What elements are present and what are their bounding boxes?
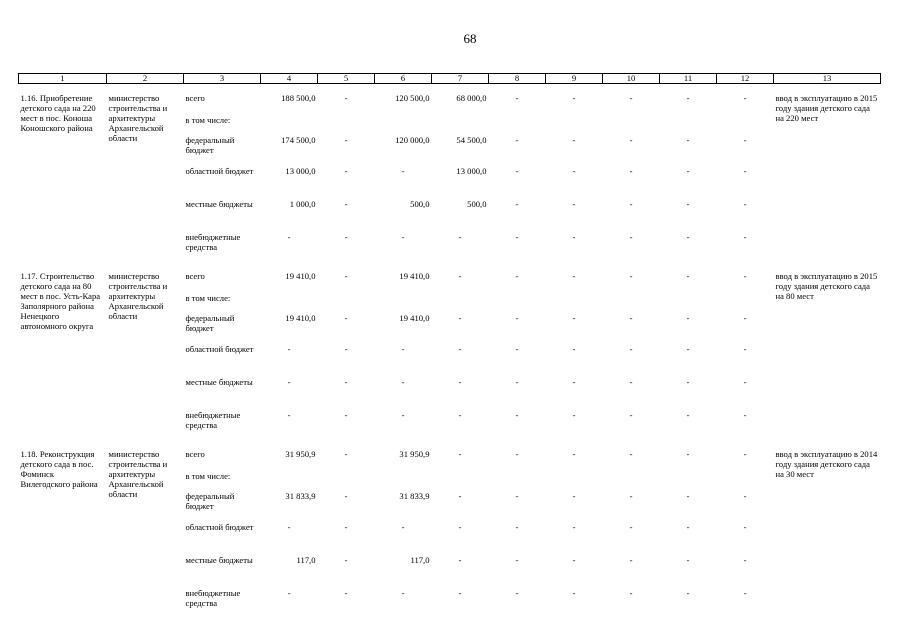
funding-source: в том числе:	[185, 293, 231, 303]
amount-cell: -	[629, 491, 633, 501]
amount-cell: -	[743, 522, 747, 532]
amount-cell: 19 410,0	[399, 271, 430, 281]
table-row	[19, 93, 881, 115]
amount-cell: -	[629, 93, 633, 103]
amount-cell	[318, 293, 375, 313]
amount-cell: -	[458, 313, 462, 323]
amount-cell: -	[743, 491, 747, 501]
amount-cell: -	[515, 93, 519, 103]
amount-cell: -	[458, 377, 462, 387]
amount-cell: -	[515, 522, 519, 532]
amount-cell: -	[401, 166, 405, 176]
amount-cell: -	[515, 271, 519, 281]
amount-cell: 31 833,9	[399, 491, 430, 501]
page-number: 68	[463, 31, 477, 46]
amount-cell: -	[344, 271, 348, 281]
column-header: 1	[19, 74, 107, 84]
amount-cell: -	[743, 271, 747, 281]
amount-cell: -	[572, 588, 576, 598]
amount-cell	[717, 293, 774, 313]
amount-cell: -	[344, 449, 348, 459]
amount-cell: -	[458, 271, 462, 281]
executor: министерство строительства и архитектуры Архангельской области	[108, 93, 168, 143]
amount-cell: -	[743, 344, 747, 354]
amount-cell: -	[743, 588, 747, 598]
amount-cell: -	[458, 410, 462, 420]
amount-cell: 174 500,0	[281, 135, 316, 145]
amount-cell: -	[458, 232, 462, 242]
amount-cell	[261, 293, 318, 313]
column-header: 5	[318, 74, 375, 84]
amount-cell	[489, 471, 546, 491]
amount-cell: -	[743, 199, 747, 209]
amount-cell: 188 500,0	[281, 93, 316, 103]
amount-cell: -	[572, 232, 576, 242]
amount-cell: -	[458, 522, 462, 532]
amount-cell: -	[287, 522, 291, 532]
amount-cell: -	[743, 166, 747, 176]
amount-cell: -	[287, 232, 291, 242]
column-header: 9	[546, 74, 603, 84]
amount-cell: -	[572, 449, 576, 459]
amount-cell: 500,0	[467, 199, 487, 209]
funding-source: областной бюджет	[185, 166, 254, 176]
amount-cell: -	[572, 93, 576, 103]
amount-cell: -	[515, 344, 519, 354]
amount-cell: -	[458, 344, 462, 354]
project-name: 1.17. Строительство детского сада на 80 мест в пос. Усть-Кара Заполярного района Ненецкого автономного округа	[20, 271, 101, 331]
amount-cell	[717, 115, 774, 135]
amount-cell: -	[344, 491, 348, 501]
row-spacer	[19, 440, 881, 449]
amount-cell: -	[743, 135, 747, 145]
column-header: 4	[261, 74, 318, 84]
column-header: 2	[107, 74, 184, 84]
column-header: 7	[432, 74, 489, 84]
column-header: 6	[375, 74, 432, 84]
column-header: 13	[774, 74, 881, 84]
amount-cell: -	[458, 449, 462, 459]
amount-cell	[546, 115, 603, 135]
expected-result: ввод в эксплуатацию в 2014 году здания детского сада на 30 мест	[775, 449, 878, 479]
amount-cell: -	[629, 449, 633, 459]
amount-cell: -	[287, 410, 291, 420]
funding-source: в том числе:	[185, 115, 231, 125]
amount-cell: -	[401, 588, 405, 598]
amount-cell	[603, 293, 660, 313]
amount-cell: -	[515, 410, 519, 420]
executor: министерство строительства и архитектуры Архангельской области	[108, 449, 168, 499]
row-spacer	[19, 262, 881, 271]
funding-source: всего	[185, 271, 205, 281]
amount-cell: -	[629, 344, 633, 354]
amount-cell: -	[629, 199, 633, 209]
amount-cell: -	[401, 344, 405, 354]
amount-cell: -	[629, 555, 633, 565]
row-spacer	[19, 84, 881, 94]
amount-cell: -	[458, 491, 462, 501]
amount-cell: -	[629, 377, 633, 387]
amount-cell: -	[743, 232, 747, 242]
amount-cell: -	[743, 313, 747, 323]
funding-source: в том числе:	[185, 471, 231, 481]
amount-cell: -	[572, 344, 576, 354]
amount-cell	[660, 293, 717, 313]
amount-cell: -	[287, 344, 291, 354]
funding-source: внебюджетные средства	[185, 588, 241, 608]
amount-cell: -	[572, 135, 576, 145]
amount-cell: -	[629, 135, 633, 145]
amount-cell: 31 950,9	[399, 449, 430, 459]
program-table	[18, 73, 881, 618]
amount-cell: 117,0	[410, 555, 430, 565]
column-header: 10	[603, 74, 660, 84]
amount-cell	[546, 293, 603, 313]
amount-cell: -	[515, 555, 519, 565]
amount-cell: -	[686, 93, 690, 103]
funding-source: местные бюджеты	[185, 377, 253, 387]
amount-cell: -	[686, 135, 690, 145]
amount-cell: -	[572, 522, 576, 532]
column-header: 8	[489, 74, 546, 84]
amount-cell: -	[515, 377, 519, 387]
amount-cell: 120 000,0	[395, 135, 430, 145]
amount-cell: -	[572, 313, 576, 323]
amount-cell: -	[629, 588, 633, 598]
project-name: 1.18. Реконструкция детского сада в пос. Фоминск Вилегодского района	[20, 449, 98, 489]
amount-cell: 54 500,0	[456, 135, 487, 145]
amount-cell: 31 833,9	[285, 491, 316, 501]
executor: министерство строительства и архитектуры Архангельской области	[108, 271, 168, 321]
amount-cell: -	[344, 522, 348, 532]
amount-cell: -	[686, 410, 690, 420]
amount-cell: -	[344, 555, 348, 565]
amount-cell	[603, 471, 660, 491]
amount-cell: -	[686, 491, 690, 501]
funding-source: внебюджетные средства	[185, 410, 241, 430]
amount-cell: -	[686, 166, 690, 176]
amount-cell: -	[515, 491, 519, 501]
amount-cell: -	[287, 588, 291, 598]
funding-source: внебюджетные средства	[185, 232, 241, 252]
amount-cell	[489, 293, 546, 313]
expected-result: ввод в эксплуатацию в 2015 году здания детского сада на 80 мест	[775, 271, 878, 301]
amount-cell: -	[515, 313, 519, 323]
amount-cell: -	[686, 555, 690, 565]
amount-cell: -	[401, 377, 405, 387]
amount-cell: -	[629, 232, 633, 242]
amount-cell: 19 410,0	[285, 313, 316, 323]
amount-cell: -	[629, 271, 633, 281]
amount-cell	[432, 471, 489, 491]
amount-cell: -	[344, 93, 348, 103]
amount-cell: 19 410,0	[285, 271, 316, 281]
amount-cell: -	[515, 232, 519, 242]
amount-cell: -	[629, 522, 633, 532]
amount-cell: 500,0	[410, 199, 430, 209]
amount-cell: -	[629, 166, 633, 176]
table-row	[19, 449, 881, 471]
amount-cell: -	[686, 588, 690, 598]
amount-cell: -	[686, 271, 690, 281]
amount-cell	[375, 471, 432, 491]
amount-cell: -	[686, 344, 690, 354]
amount-cell: -	[344, 232, 348, 242]
amount-cell: 13 000,0	[285, 166, 316, 176]
project-name: 1.16. Приобретение детского сада на 220 мест в пос. Коноша Коношского района	[20, 93, 96, 133]
amount-cell	[375, 115, 432, 135]
expected-result: ввод в эксплуатацию в 2015 году здания детского сада на 220 мест	[775, 93, 878, 123]
funding-source: областной бюджет	[185, 522, 254, 532]
funding-source: всего	[185, 449, 205, 459]
amount-cell: 1 000,0	[289, 199, 316, 209]
amount-cell	[432, 115, 489, 135]
column-header: 11	[660, 74, 717, 84]
amount-cell	[375, 293, 432, 313]
amount-cell: -	[344, 344, 348, 354]
amount-cell	[603, 115, 660, 135]
amount-cell	[318, 471, 375, 491]
amount-cell: -	[344, 313, 348, 323]
amount-cell: -	[572, 410, 576, 420]
amount-cell: 120 500,0	[395, 93, 430, 103]
amount-cell: -	[686, 199, 690, 209]
amount-cell	[489, 115, 546, 135]
amount-cell: -	[515, 588, 519, 598]
funding-source: федеральный бюджет	[185, 313, 235, 333]
amount-cell: -	[515, 199, 519, 209]
amount-cell: -	[401, 410, 405, 420]
amount-cell: -	[572, 555, 576, 565]
amount-cell: -	[572, 271, 576, 281]
amount-cell	[261, 115, 318, 135]
amount-cell: -	[344, 135, 348, 145]
amount-cell: -	[743, 555, 747, 565]
amount-cell: -	[629, 410, 633, 420]
column-header-row	[19, 74, 881, 84]
amount-cell: 31 950,9	[285, 449, 316, 459]
amount-cell: -	[344, 199, 348, 209]
funding-source: местные бюджеты	[185, 555, 253, 565]
amount-cell: -	[629, 313, 633, 323]
amount-cell: -	[344, 410, 348, 420]
amount-cell: -	[515, 449, 519, 459]
amount-cell: -	[686, 232, 690, 242]
amount-cell: -	[686, 313, 690, 323]
amount-cell: 117,0	[296, 555, 316, 565]
amount-cell: -	[743, 449, 747, 459]
amount-cell: -	[686, 449, 690, 459]
amount-cell	[717, 471, 774, 491]
funding-source: всего	[185, 93, 205, 103]
amount-cell: 19 410,0	[399, 313, 430, 323]
program-table-body	[19, 84, 881, 619]
amount-cell	[546, 471, 603, 491]
amount-cell: -	[572, 377, 576, 387]
funding-source: федеральный бюджет	[185, 491, 235, 511]
amount-cell: -	[344, 588, 348, 598]
column-header: 3	[184, 74, 261, 84]
funding-source: федеральный бюджет	[185, 135, 235, 155]
amount-cell: 68 000,0	[456, 93, 487, 103]
funding-source: областной бюджет	[185, 344, 254, 354]
amount-cell	[660, 115, 717, 135]
amount-cell: -	[344, 377, 348, 387]
amount-cell: -	[743, 93, 747, 103]
amount-cell	[318, 115, 375, 135]
amount-cell: -	[515, 135, 519, 145]
amount-cell: -	[572, 491, 576, 501]
amount-cell	[660, 471, 717, 491]
amount-cell: -	[686, 377, 690, 387]
funding-source: местные бюджеты	[185, 199, 253, 209]
amount-cell: -	[686, 522, 690, 532]
amount-cell: 13 000,0	[456, 166, 487, 176]
amount-cell: -	[287, 377, 291, 387]
amount-cell: -	[743, 410, 747, 420]
amount-cell	[261, 471, 318, 491]
amount-cell: -	[572, 166, 576, 176]
amount-cell: -	[344, 166, 348, 176]
amount-cell: -	[572, 199, 576, 209]
amount-cell	[432, 293, 489, 313]
column-header: 12	[717, 74, 774, 84]
amount-cell: -	[458, 555, 462, 565]
amount-cell: -	[458, 588, 462, 598]
amount-cell: -	[743, 377, 747, 387]
amount-cell: -	[401, 522, 405, 532]
amount-cell: -	[401, 232, 405, 242]
table-row	[19, 271, 881, 293]
amount-cell: -	[515, 166, 519, 176]
